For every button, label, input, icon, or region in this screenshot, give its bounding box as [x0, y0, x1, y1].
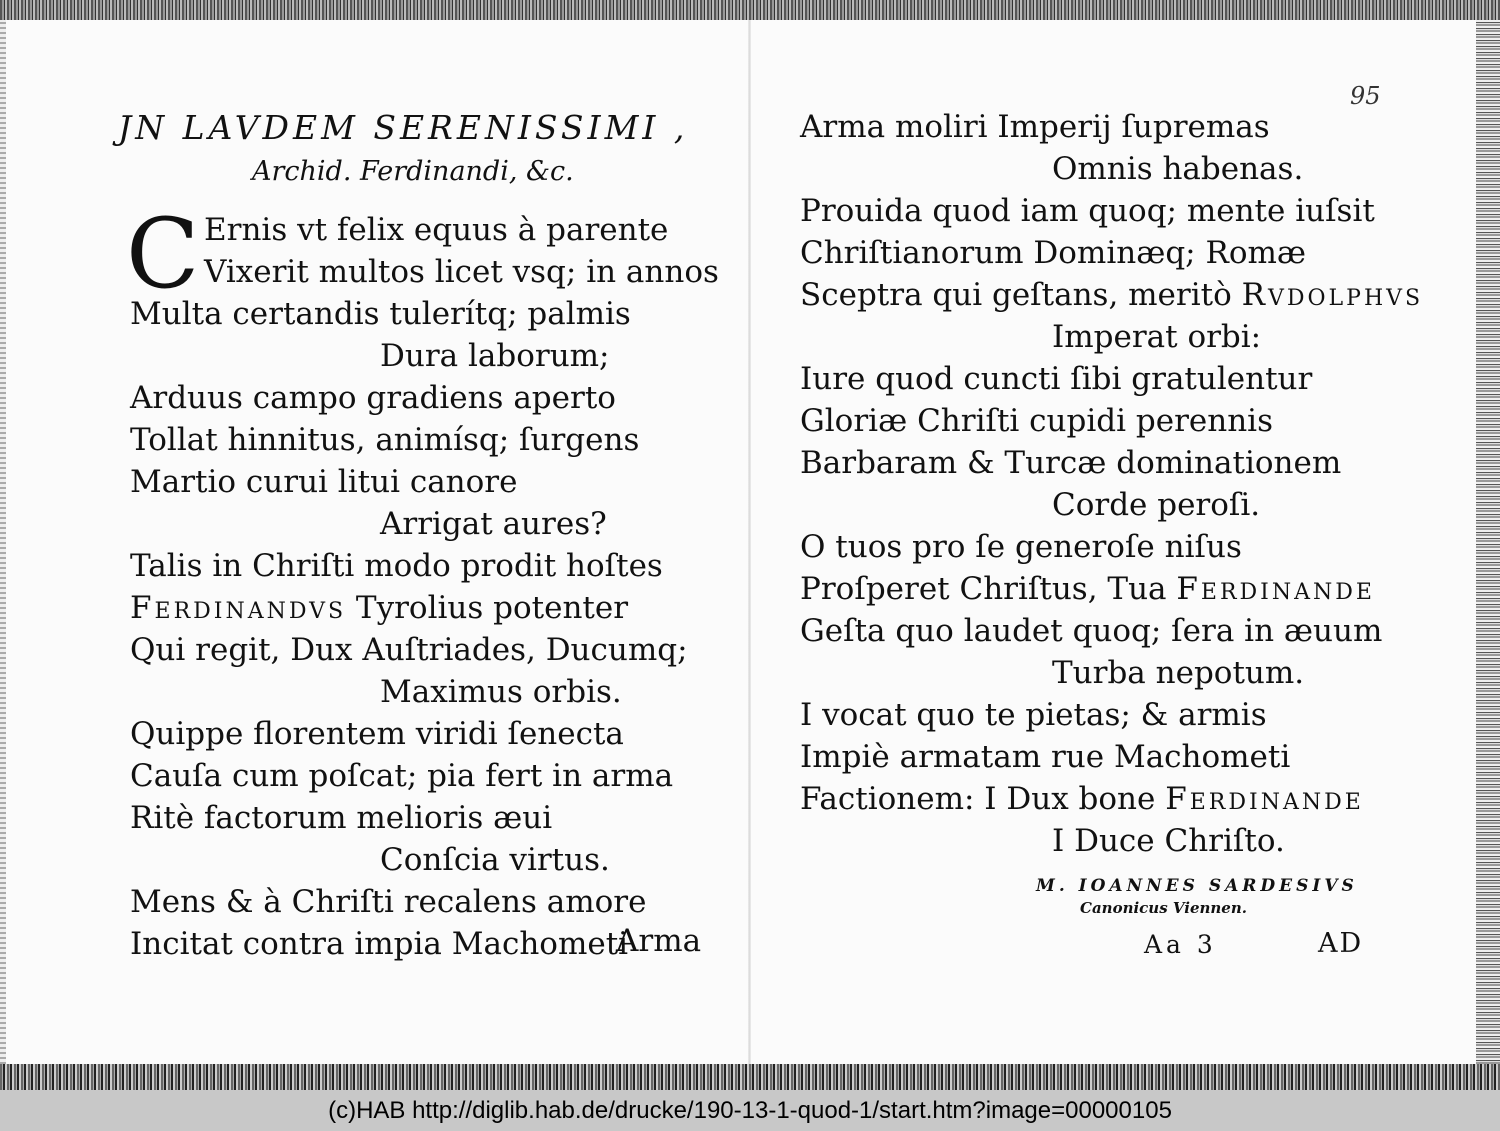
verse-line: Tollat hinnitus, animísq; ſurgens	[130, 422, 640, 458]
scan-edge-bottom	[0, 1064, 1500, 1090]
verse-line: Cauſa cum poſcat; pia fert in arma	[130, 758, 674, 794]
right-catchword: AD	[1318, 928, 1364, 959]
verse-line: Arma moliri Imperij ſupremas	[800, 109, 1270, 145]
verse-line: Multa certandis tulerítq; palmis	[130, 296, 631, 332]
poem-subtitle: Archid. Ferdinandi, &c.	[252, 156, 574, 187]
author-title: Canonicus Viennen.	[1080, 899, 1247, 917]
poem-title: JN LAVDEM SERENISSIMI ,	[118, 108, 689, 147]
verse-line-adonic: Maximus orbis.	[380, 674, 622, 710]
book-gutter	[748, 20, 751, 1064]
verse-line: Talis in Chriſti modo prodit hoſtes	[130, 548, 663, 584]
verse-line-adonic: I Duce Chriſto.	[1052, 823, 1285, 859]
left-catchword: Arma	[616, 923, 702, 959]
name-ferdinande: Ferdinande	[1176, 571, 1375, 607]
credit-footer: (c)HAB http://diglib.hab.de/drucke/190-13-1-quod-1/start.htm?image=00000105	[0, 1090, 1500, 1131]
verse-line: I vocat quo te pietas; & armis	[800, 697, 1267, 733]
verse-line: Ritè factorum melioris æui	[130, 800, 553, 836]
left-verse-opening	[204, 209, 719, 293]
verse-line: Ferdinandvs Tyrolius potenter	[130, 590, 629, 626]
verse-line: Proſperet Chriſtus, Tua Ferdinande	[800, 571, 1375, 607]
verse-line: Ernis vt felix equus à parente	[204, 212, 669, 248]
right-verse	[800, 106, 1423, 862]
folio-number: 95	[1350, 82, 1381, 110]
verse-line: Prouida quod iam quoq; mente iuſsit	[800, 193, 1375, 229]
verse-line: Vixerit multos licet vsq; in annos	[204, 254, 719, 290]
verse-line: Martio curui litui canore	[130, 464, 518, 500]
verse-line: Chriſtianorum Dominæq; Romæ	[800, 235, 1307, 271]
scan-edge-right	[1476, 20, 1500, 1064]
verse-line-adonic: Imperat orbi:	[1052, 319, 1262, 355]
verse-line-adonic: Dura laborum;	[380, 338, 610, 374]
name-rudolphus: Rvdolphvs	[1241, 277, 1424, 313]
scan-edge-top	[0, 0, 1500, 20]
verse-line: Geſta quo laudet quoq; ſera in æuum	[800, 613, 1383, 649]
verse-line: Factionem: I Dux bone Ferdinande	[800, 781, 1364, 817]
verse-line-adonic: Omnis habenas.	[1052, 151, 1304, 187]
verse-line-adonic: Corde peroſi.	[1052, 487, 1261, 523]
verse-line: Impiè armatam rue Machometi	[800, 739, 1291, 775]
verse-line: Iure quod cuncti ſibi gratulentur	[800, 361, 1313, 397]
signature-mark: Aa 3	[1144, 930, 1217, 959]
author-name: M. IOANNES SARDESIVS	[1036, 876, 1358, 896]
verse-line: Sceptra qui geſtans, meritò Rvdolphvs	[800, 277, 1424, 313]
name-ferdinande: Ferdinande	[1165, 781, 1364, 817]
verse-line: O tuos pro ſe generoſe niſus	[800, 529, 1242, 565]
verse-line: Arduus campo gradiens aperto	[130, 380, 616, 416]
verse-line: Mens & à Chriſti recalens amore	[130, 884, 647, 920]
verse-line-adonic: Arrigat aures?	[380, 506, 607, 542]
verse-line: Incitat contra impia Machometi	[130, 926, 629, 962]
scan-edge-left	[0, 20, 6, 1064]
drop-capital: C	[126, 198, 200, 310]
verse-line: Quippe florentem viridi ſenecta	[130, 716, 624, 752]
name-ferdinandus: Ferdinandvs	[130, 590, 347, 626]
verse-line: Qui regit, Dux Auſtriades, Ducumq;	[130, 632, 688, 668]
verse-line-adonic: Conſcia virtus.	[380, 842, 610, 878]
left-verse-body	[130, 293, 688, 965]
verse-line-adonic: Turba nepotum.	[1052, 655, 1305, 691]
verse-line: Barbaram & Turcæ dominationem	[800, 445, 1342, 481]
verse-line: Gloriæ Chriſti cupidi perennis	[800, 403, 1273, 439]
